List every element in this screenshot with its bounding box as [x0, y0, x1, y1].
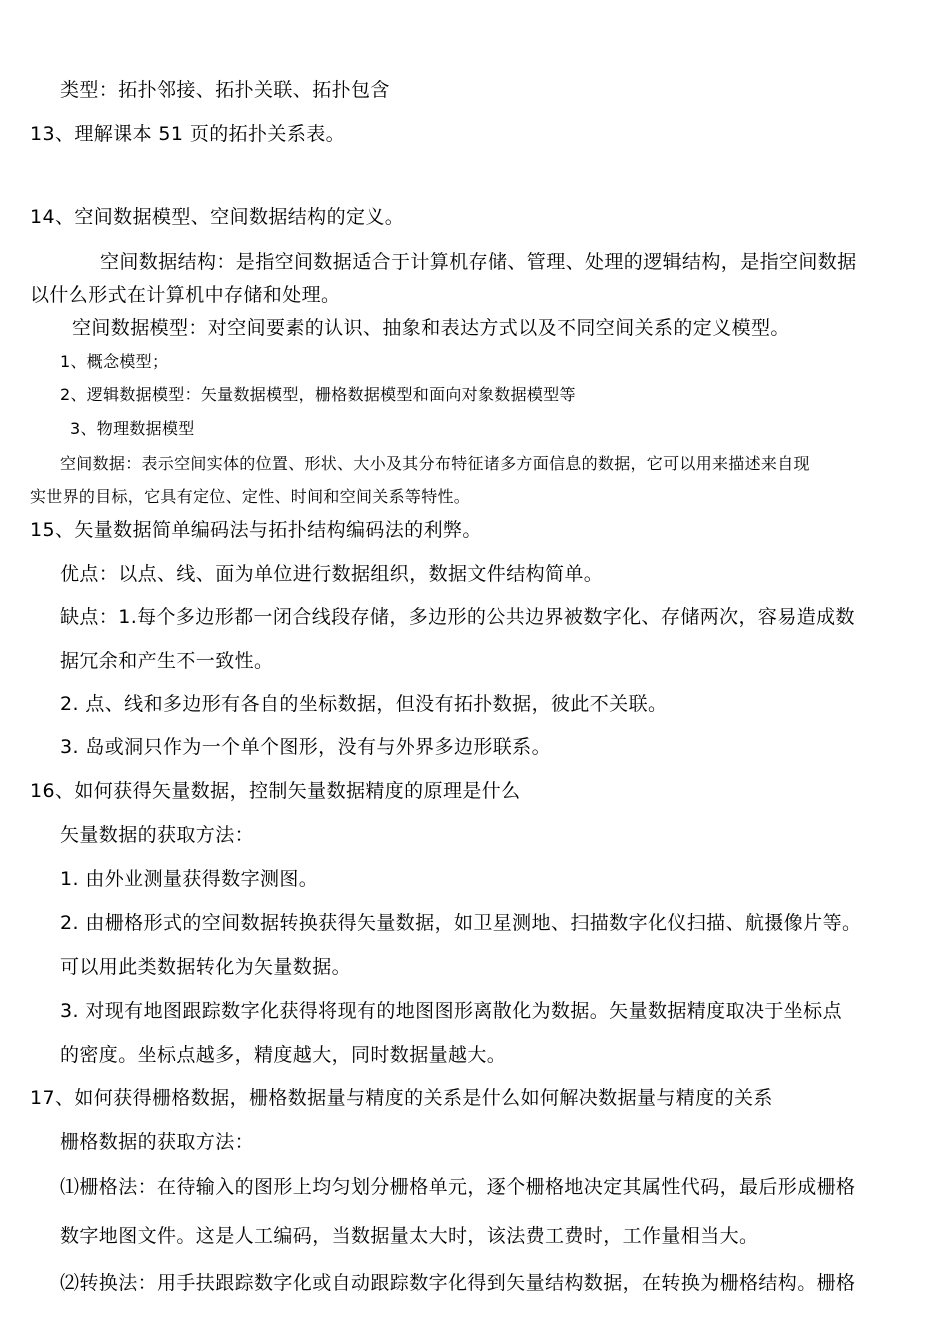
raster-method-2-line1: ⑵转换法：用手扶跟踪数字化或自动跟踪数字化得到矢量结构数据，在转换为栅格结构。栅格: [60, 1272, 856, 1294]
vector-method-3-line2: 的密度。坐标点越多，精度越大，同时数据量越大。: [60, 1044, 507, 1066]
vector-method-3-line1: 3. 对现有地图跟踪数字化获得将现有的地图图形离散化为数据。矢量数据精度取决于坐标点: [60, 1000, 842, 1022]
question-15-heading: 15、矢量数据简单编码法与拓扑结构编码法的利弊。: [30, 519, 482, 541]
spatial-data-definition-line2: 实世界的目标，它具有定位、定性、时间和空间关系等特性。: [30, 487, 471, 506]
topology-types-line: 类型：拓扑邻接、拓扑关联、拓扑包含: [60, 79, 390, 101]
raster-method-1-line1: ⑴栅格法：在待输入的图形上均匀划分栅格单元，逐个栅格地决定其属性代码，最后形成栅格: [60, 1176, 856, 1198]
question-13-heading: 13、理解课本 51 页的拓扑关系表。: [30, 123, 346, 145]
question-14-heading: 14、空间数据模型、空间数据结构的定义。: [30, 206, 405, 228]
vector-method-2-line2: 可以用此类数据转化为矢量数据。: [60, 956, 352, 978]
vector-methods-heading: 矢量数据的获取方法：: [60, 824, 255, 846]
disadvantage-line2: 据冗余和产生不一致性。: [60, 650, 274, 672]
data-model-definition: 空间数据模型：对空间要素的认识、抽象和表达方式以及不同空间关系的定义模型。: [72, 317, 790, 339]
raster-methods-heading: 栅格数据的获取方法：: [60, 1131, 255, 1153]
data-structure-definition-line1: 空间数据结构：是指空间数据适合于计算机存储、管理、处理的逻辑结构，是指空间数据: [100, 251, 857, 273]
model-item-2: 2、逻辑数据模型：矢量数据模型，栅格数据模型和面向对象数据模型等: [60, 385, 576, 404]
disadvantage-item-2: 2. 点、线和多边形有各自的坐标数据，但没有拓扑数据，彼此不关联。: [60, 693, 668, 715]
disadvantage-line1: 缺点：1.每个多边形都一闭合线段存储，多边形的公共边界被数字化、存储两次，容易造成数: [60, 606, 855, 628]
vector-method-2-line1: 2. 由栅格形式的空间数据转换获得矢量数据，如卫星测地、扫描数字化仪扫描、航摄像片等。: [60, 912, 862, 934]
data-structure-definition-line2: 以什么形式在计算机中存储和处理。: [30, 284, 341, 306]
disadvantage-item-3: 3. 岛或洞只作为一个单个图形，没有与外界多边形联系。: [60, 736, 551, 758]
question-17-heading: 17、如何获得栅格数据，栅格数据量与精度的关系是什么如何解决数据量与精度的关系: [30, 1087, 773, 1109]
raster-method-1-line2: 数字地图文件。这是人工编码，当数据量太大时，该法费工费时，工作量相当大。: [60, 1225, 759, 1247]
spatial-data-definition-line1: 空间数据：表示空间实体的位置、形状、大小及其分布特征诸多方面信息的数据，它可以用来描述来自现: [60, 454, 810, 473]
vector-method-1: 1. 由外业测量获得数字测图。: [60, 868, 319, 890]
model-item-3: 3、物理数据模型: [70, 419, 195, 438]
model-item-1: 1、概念模型；: [60, 352, 169, 371]
advantage-line: 优点：以点、线、面为单位进行数据组织，数据文件结构简单。: [60, 563, 604, 585]
question-16-heading: 16、如何获得矢量数据，控制矢量数据精度的原理是什么: [30, 780, 521, 802]
